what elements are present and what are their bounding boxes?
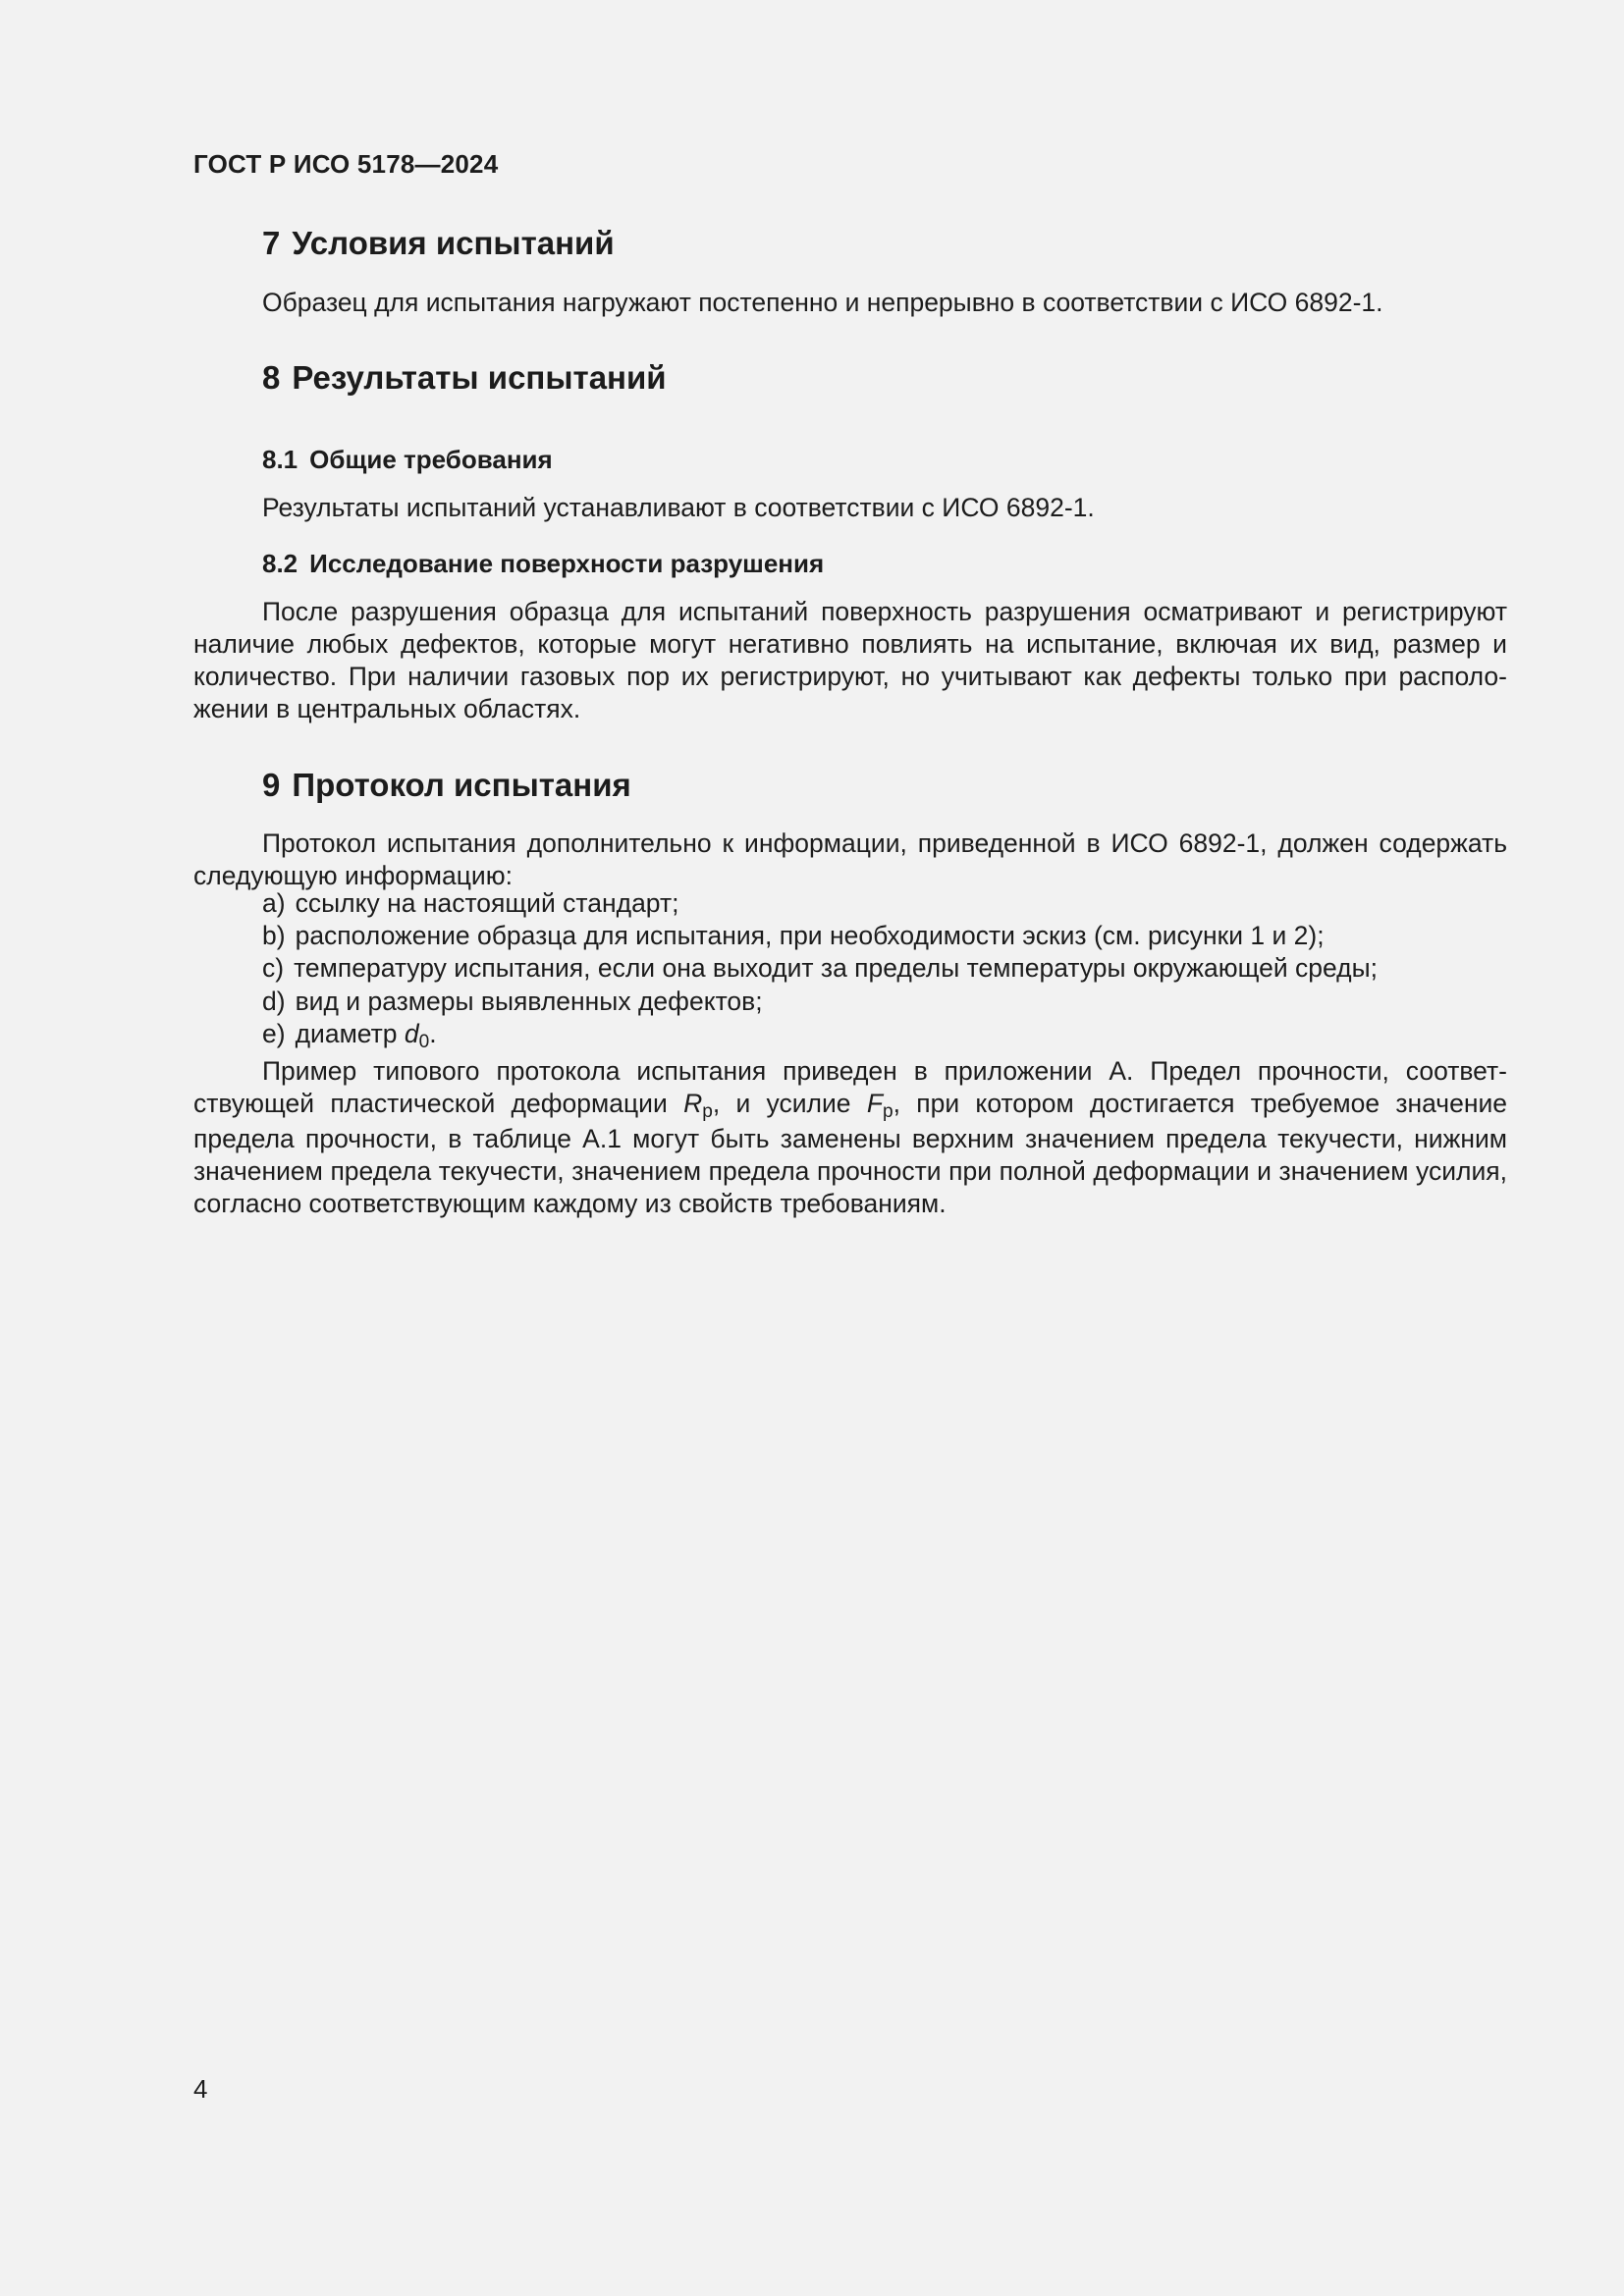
section-title: Условия испытаний — [292, 225, 615, 261]
diameter-subscript: 0 — [418, 1032, 430, 1053]
force-symbol: F — [866, 1089, 884, 1118]
subsection-title: Исследование поверхности разрушения — [309, 549, 825, 578]
subsection-8-2-heading — [262, 547, 824, 580]
section-number: 7 — [262, 225, 281, 261]
section-number: 8 — [262, 359, 281, 396]
subsection-8-2-text: После разрушения образца для испытаний поверхность разрушения осматривают и регистрируют наличие любых дефектов, которые могут негативно повлиять на испытание, включая их вид, размер и количество. При наличии газовых пор их регистрируют, но учитывают как дефекты только при расположении в центральных областях. — [193, 597, 1507, 723]
section-number: 9 — [262, 767, 281, 803]
list-item: a) ссылку на настоящий стандарт; — [262, 888, 679, 918]
report-items-list — [262, 887, 1378, 1053]
section-title: Результаты испытаний — [292, 359, 667, 396]
subsection-number: 8.1 — [262, 445, 298, 474]
subsection-8-1-text: Результаты испытаний устанавливают в соответствии с ИСО 6892-1. — [262, 493, 1095, 522]
section-9-intro: Протокол испытания дополнительно к информации, приведенной в ИСО 6892-1, должен содержать следующую информацию: — [193, 828, 1507, 890]
section-9-heading — [262, 766, 631, 805]
diameter-symbol: d — [404, 1018, 419, 1048]
subsection-number: 8.2 — [262, 549, 298, 578]
strength-symbol: R — [683, 1089, 703, 1118]
subsection-title: Общие требования — [309, 445, 553, 474]
section-title: Протокол испытания — [292, 767, 631, 803]
section-7-text: Образец для испытания нагружают постепенно и непрерывно в соответствии с ИСО 6892-1. — [262, 288, 1383, 317]
list-item: b) расположение образца для испытания, при необходимости эскиз (см. рисунки 1 и 2); — [262, 921, 1325, 951]
section-7-heading — [262, 224, 615, 263]
page-number: 4 — [193, 2074, 208, 2104]
section-9-example-text: Пример типового протокола испытания приведен в приложении А. Предел прочности, соответствующей пластической деформации $R_p$, и усилие $F_p$, при котором достигается требуемое значение предела прочности, в таблице А.1 могут быть заменены верхним значением предела текучести, нижним значением предела текучести, значением предела прочности при полной деформации и значением усилия, согласно соответствующим каждому из свойств требованиям. — [193, 1056, 1508, 1218]
section-8-heading — [262, 358, 667, 398]
list-item: c) температуру испытания, если она выходит за пределы температуры окружающей среды; — [262, 953, 1379, 984]
subsection-8-1-heading — [262, 443, 553, 476]
document-code-header: ГОСТ Р ИСО 5178—2024 — [193, 149, 499, 179]
list-item: e) диаметр $d_0$. — [262, 1018, 437, 1053]
list-item: d) вид и размеры выявленных дефектов; — [262, 986, 763, 1016]
